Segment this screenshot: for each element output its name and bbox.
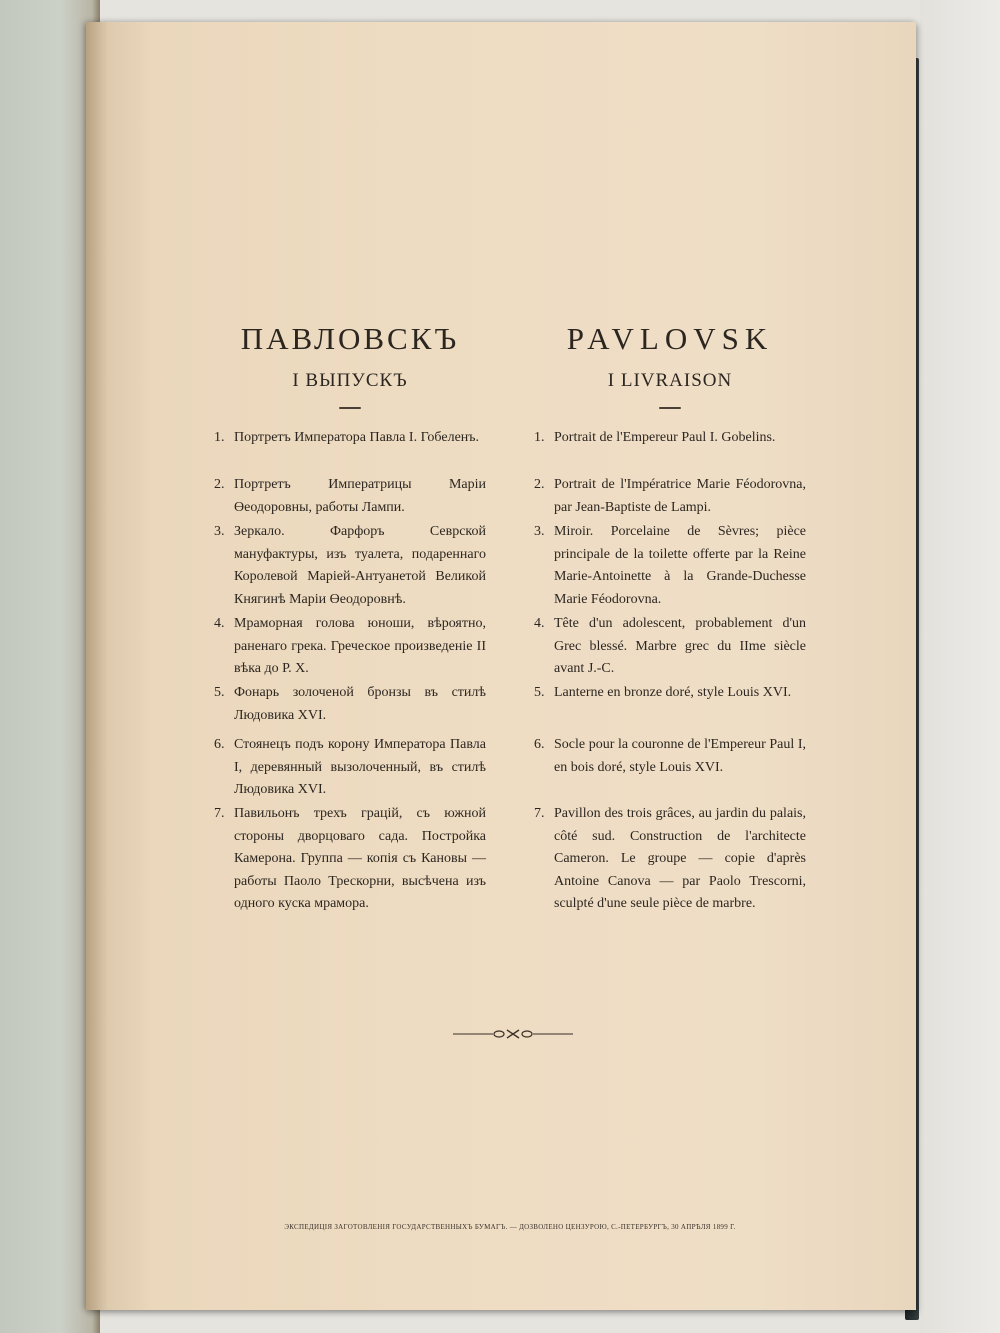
list-item <box>534 427 806 472</box>
list-item <box>534 474 806 519</box>
russian-subtitle: I ВЫПУСКЪ <box>292 370 408 391</box>
list-item <box>214 427 486 472</box>
french-column <box>534 318 806 915</box>
item-number: 5. <box>214 685 225 700</box>
table-surface <box>920 0 1000 1333</box>
item-number: 6. <box>214 737 225 752</box>
item-number: 3. <box>534 524 545 539</box>
list-item <box>214 613 486 680</box>
item-text: Портретъ Императора Павла I. Гобеленъ. <box>234 430 480 445</box>
list-item <box>214 682 486 727</box>
item-number: 2. <box>214 477 225 492</box>
item-number: 1. <box>214 430 225 445</box>
item-text: Павильонъ трехъ грацій, съ южной стороны дворцоваго сада. Постройка Камерона. Группа — копія съ Кановы — работы Паоло Трескорни, высѣчена изъ одного куска мрамора. <box>234 806 486 911</box>
french-subtitle: I LIVRAISON <box>607 370 733 391</box>
item-text: Портретъ Императрицы Маріи Өеодоровны, работы Лампи. <box>234 477 486 515</box>
left-page-edge <box>0 0 100 1333</box>
french-divider <box>659 407 681 409</box>
list-item <box>534 682 806 727</box>
russian-title: ПАВЛОВСКЪ <box>240 321 460 356</box>
list-item <box>534 803 806 915</box>
item-number: 4. <box>534 616 545 631</box>
item-text: Socle pour la couronne de l'Empereur Paul I, en bois doré, style Louis XVI. <box>554 737 806 775</box>
list-item <box>534 613 806 680</box>
item-text: Portrait de l'Impératrice Marie Féodorovna, par Jean-Baptiste de Lampi. <box>554 477 806 515</box>
french-item-list <box>534 427 806 915</box>
item-text: Miroir. Porcelaine de Sèvres; pièce principale de la toilette offerte par la Reine Marie-Antoinette à la Grande-Duchesse Marie Féodorovna. <box>554 524 806 607</box>
item-text: Tête d'un adolescent, probablement d'un Grec blessé. Marbre grec du IIme siècle avant J.-C. <box>554 616 806 676</box>
russian-divider <box>339 407 361 409</box>
list-item <box>534 521 806 611</box>
french-title: PAVLOVSK <box>566 321 774 356</box>
list-item <box>214 521 486 611</box>
item-text: Lanterne en bronze doré, style Louis XVI. <box>554 685 792 700</box>
printer-imprint: ЭКСПЕДИЦІЯ ЗАГОТОВЛЕНІЯ ГОСУДАРСТВЕННЫХЪ БУМАГЪ. — ДОЗВОЛЕНО ЦЕНЗУРОЮ, С.-ПЕТЕРБУРГЪ, 30 АПРѢЛЯ 1899 Г. <box>284 1223 736 1231</box>
list-item <box>214 734 486 801</box>
item-text: Pavillon des trois grâces, au jardin du palais, côté sud. Construction de l'architecte Cameron. Le groupe — copie d'après Antoine Canova — par Paolo Trescorni, sculpté d'une seule pièce de marbre. <box>554 806 806 911</box>
russian-column <box>214 318 486 915</box>
item-number: 6. <box>534 737 545 752</box>
item-number: 7. <box>214 806 225 821</box>
list-item <box>214 474 486 519</box>
ornament-divider-icon <box>453 1028 573 1040</box>
list-item <box>534 734 806 801</box>
item-number: 3. <box>214 524 225 539</box>
item-text: Portrait de l'Empereur Paul I. Gobelins. <box>554 430 776 445</box>
item-number: 2. <box>534 477 545 492</box>
item-text: Мраморная голова юноши, вѣроятно, раненаго грека. Греческое произведеніе II вѣка до Р. Х. <box>234 616 486 676</box>
item-number: 7. <box>534 806 545 821</box>
item-text: Стоянецъ подъ корону Императора Павла I, деревянный вызолоченный, въ стилѣ Людовика XVI. <box>234 737 486 797</box>
russian-item-list <box>214 427 486 915</box>
list-item <box>214 803 486 915</box>
item-number: 5. <box>534 685 545 700</box>
item-text: Зеркало. Фарфоръ Севрской мануфактуры, изъ туалета, подареннаго Королевой Маріей-Антуанетой Великой Княгинѣ Маріи Өеодоровнѣ. <box>234 524 486 607</box>
page-gutter-shadow <box>86 22 108 1310</box>
item-number: 4. <box>214 616 225 631</box>
item-number: 1. <box>534 430 545 445</box>
item-text: Фонарь золоченой бронзы въ стилѣ Людовика XVI. <box>234 685 486 723</box>
